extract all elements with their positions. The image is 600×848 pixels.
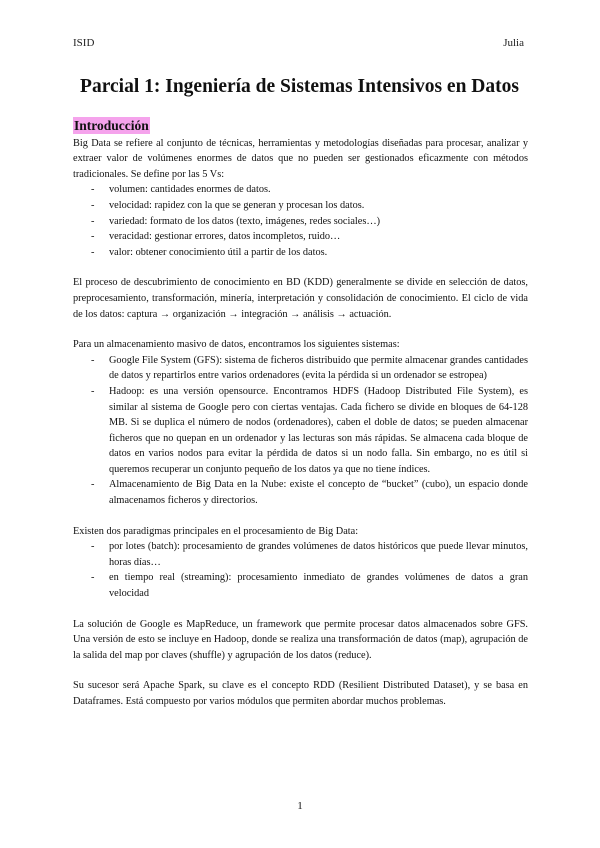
list-item: - Google File System (GFS): sistema de ficheros distribuido que permite almacenar grandes cantidades de datos y repartirlos entre varios ordenadores (evita la pérdida si un ordenador se estropea) [73, 353, 528, 384]
storage-intro: Para un almacenamiento masivo de datos, encontramos los siguientes sistemas: [73, 339, 400, 351]
list-item: - por lotes (batch): procesamiento de grandes volúmenes de datos históricos que puede llevar minutos, horas días… [73, 539, 528, 570]
page-number: 1 [297, 800, 303, 812]
list-item: - en tiempo real (streaming): procesamiento inmediato de grandes volúmenes de datos a gran velocidad [73, 570, 528, 601]
list-item: - variedad: formato de los datos (texto, imágenes, redes sociales…) [73, 214, 528, 230]
five-vs-list [73, 182, 528, 260]
intro-paragraph: Big Data se refiere al conjunto de técnicas, herramientas y metodologías diseñadas para procesar, analizar y extraer valor de volúmenes enormes de datos que no pueden ser gestionados eficazmente con métodos tradicionales. Se define por las 5 Vs: [73, 137, 528, 180]
header-course: ISID [73, 37, 95, 49]
document-title: Parcial 1: Ingeniería de Sistemas Intensivos en Datos [80, 76, 519, 97]
document-body [73, 117, 528, 725]
header-author: Julia [503, 37, 524, 49]
list-item: - veracidad: gestionar errores, datos incompletos, ruido… [73, 229, 528, 245]
spark-paragraph: Su sucesor será Apache Spark, su clave es el concepto RDD (Resilient Distributed Dataset), y se basa en Dataframes. Está compuesto por varios módulos que permiten abordar muchos problemas. [73, 680, 528, 707]
list-item: - Almacenamiento de Big Data en la Nube: existe el concepto de “bucket” (cubo), un espacio donde almacenamos ficheros y directorios. [73, 477, 528, 508]
kdd-paragraph: El proceso de descubrimiento de conocimiento en BD (KDD) generalmente se divide en selección de datos, preprocesamiento, transformación, minería, interpretación y consolidación de conocimiento. El ciclo de vida de los datos: captura → organización → integración → análisis → actuación. [73, 277, 528, 320]
section-heading-introduccion: Introducción [74, 118, 149, 133]
paradigms-list [73, 539, 528, 601]
storage-list [73, 353, 528, 509]
list-item: - volumen: cantidades enormes de datos. [73, 182, 528, 198]
paradigms-intro: Existen dos paradigmas principales en el procesamiento de Big Data: [73, 525, 359, 537]
list-item: - velocidad: rapidez con la que se generan y procesan los datos. [73, 198, 528, 214]
list-item: - valor: obtener conocimiento útil a partir de los datos. [73, 245, 528, 261]
mapreduce-paragraph: La solución de Google es MapReduce, un framework que permite procesar datos almacenados sobre GFS. Una versión de esto se incluye en Hadoop, donde se realiza una transformación de datos (map), agrupación de la salida del map por claves (shuffle) y agrupación de los datos (reduce). [73, 618, 528, 661]
list-item: - Hadoop: es una versión opensource. Encontramos HDFS (Hadoop Distributed File System), es similar al sistema de Google pero con ciertas ventajas. Cada fichero se divide en bloques de 64-128 MB. Si se duplica el número de nodos (ordenadores), caben el doble de datos; se pueden almacenar ficheros que no quepan en un ordenador y las lecturas son más rápidas. Se almacena cada bloque de datos en varios nodos para evitar la pérdida de datos si un nodo falla. Sin embargo, no es útil si queremos recuperar un conjunto pequeño de los datos ya que no tiene índices. [73, 384, 528, 478]
